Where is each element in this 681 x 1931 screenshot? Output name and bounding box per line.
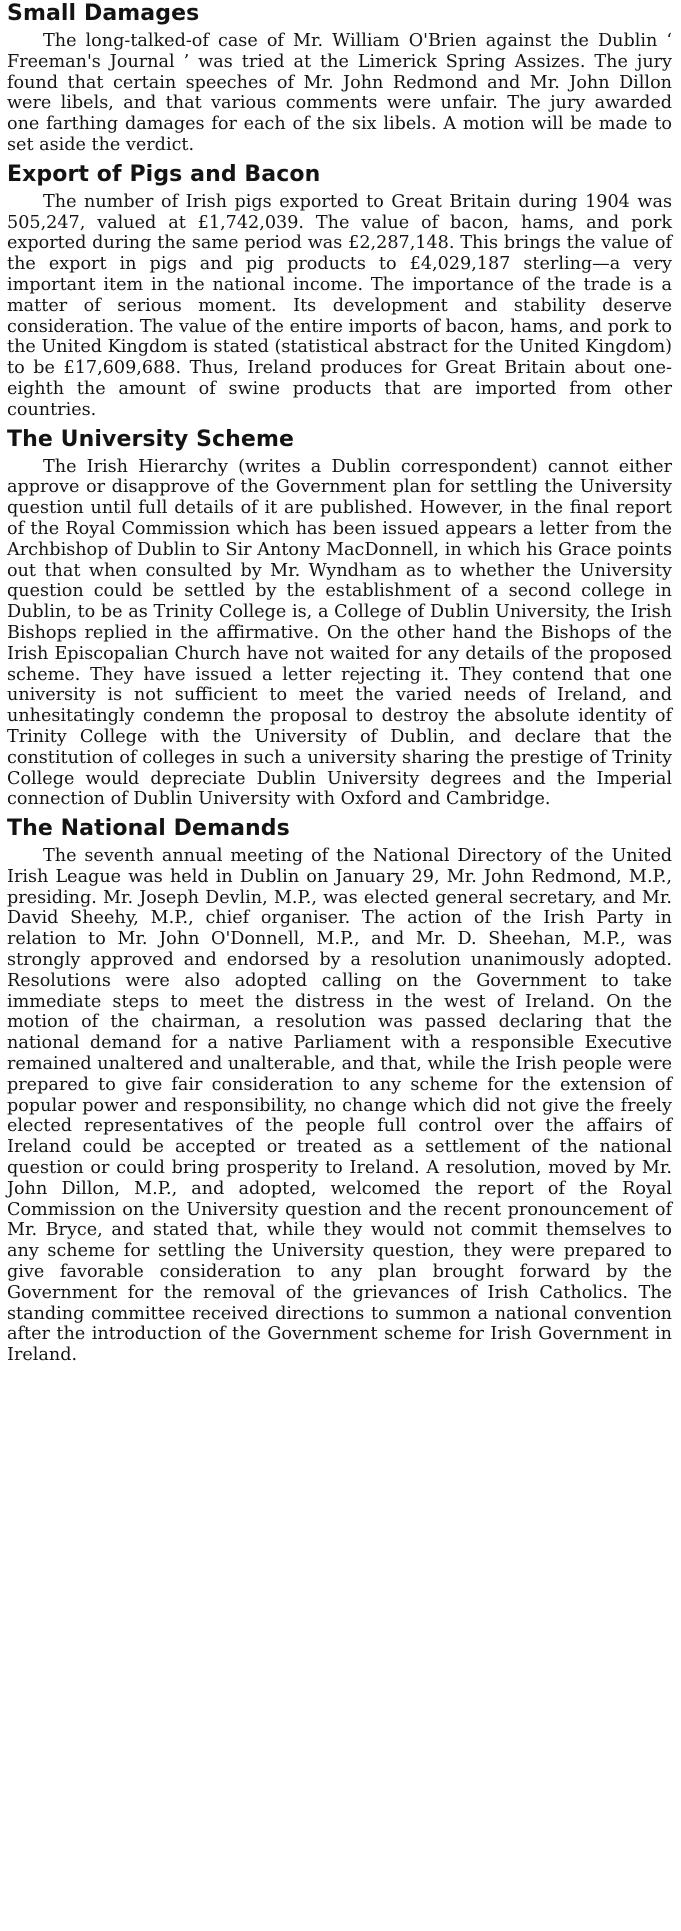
- section-body: The number of Irish pigs exported to Great Britain during 1904 was 505,247, valued at £1,742,039. The value of bacon, hams, and pork exported during the same period was £2,287,148. This brings the value of the export in pigs and pig products to £4,029,187 sterling—a very important item in the national income. The importance of the trade is a matter of serious moment. Its development and stability deserve consideration. The value of the entire imports of bacon, hams, and pork to the United Kingdom is stated (statistical abstract for the United Kingdom) to be £17,609,688. Thus, Ireland produces for Great Britain about one-eighth the amount of swine products that are imported from other countries.: [7, 191, 672, 420]
- section-heading: Export of Pigs and Bacon: [7, 161, 321, 187]
- section-body: The long-talked-of case of Mr. William O'Brien against the Dublin ‘ Freeman's Journal ’ was tried at the Limerick Spring Assizes. The jury found that certain speeches of Mr. John Redmond and Mr. John Dillon were libels, and that various comments were unfair. The jury awarded one farthing damages for each of the six libels. A motion will be made to set aside the verdict.: [7, 31, 672, 155]
- section-heading: The University Scheme: [7, 426, 294, 452]
- section-export-of-pigs-and-bacon: [7, 162, 672, 421]
- section-body: The Irish Hierarchy (writes a Dublin correspondent) cannot either approve or disapprove of the Government plan for settling the University question until full details of it are published. However, in the final report of the Royal Commission which has been issued appears a letter from the Archbishop of Dublin to Sir Antony MacDonnell, in which his Grace points out that when consulted by Mr. Wyndham as to whether the University question could be settled by the establishment of a second college in Dublin, to be as Trinity College is, a College of Dublin University, the Irish Bishops replied in the affirmative. On the other hand the Bishops of the Irish Episcopalian Church have not waited for any details of the proposed scheme. They have issued a letter rejecting it. They contend that one university is not sufficient to meet the varied needs of Ireland, and unhesitatingly condemn the proposal to destroy the absolute identity of Trinity College with the University of Dublin, and declare that the constitution of colleges in such a university sharing the prestige of Trinity College would depreciate Dublin University degrees and the Imperial connection of Dublin University with Oxford and Cambridge.: [7, 456, 672, 810]
- section-national-demands: [7, 816, 672, 1366]
- section-university-scheme: [7, 427, 672, 811]
- section-heading: The National Demands: [7, 816, 290, 842]
- section-small-damages: [7, 1, 672, 156]
- document-page: [0, 1, 681, 1931]
- section-body: The seventh annual meeting of the National Directory of the United Irish League was held in Dublin on January 29, Mr. John Redmond, M.P., presiding. Mr. Joseph Devlin, M.P., was elected general secretary, and Mr. David Sheehy, M.P., chief organiser. The action of the Irish Party in relation to Mr. John O'Donnell, M.P., and Mr. D. Sheehan, M.P., was strongly approved and endorsed by a resolution unanimously adopted. Resolutions were also adopted calling on the Government to take immediate steps to meet the distress in the west of Ireland. On the motion of the chairman, a resolution was passed declaring that the national demand for a native Parliament with a responsible Executive remained unaltered and unalterable, and that, while the Irish people were prepared to give fair consideration to any scheme for the extension of popular power and responsibility, no change which did not give the freely elected representatives of the people full control over the affairs of Ireland could be accepted or treated as a settlement of the national question or could bring prosperity to Ireland. A resolution, moved by Mr. John Dillon, M.P., and adopted, welcomed the report of the Royal Commission on the University question and the recent pronouncement of Mr. Bryce, and stated that, while they would not commit themselves to any scheme for settling the University question, they were prepared to give favorable consideration to any plan brought forward by the Government for the removal of the grievances of Irish Catholics. The standing committee received directions to summon a national convention after the introduction of the Government scheme for Irish Government in Ireland.: [7, 846, 672, 1366]
- section-heading: Small Damages: [7, 1, 200, 26]
